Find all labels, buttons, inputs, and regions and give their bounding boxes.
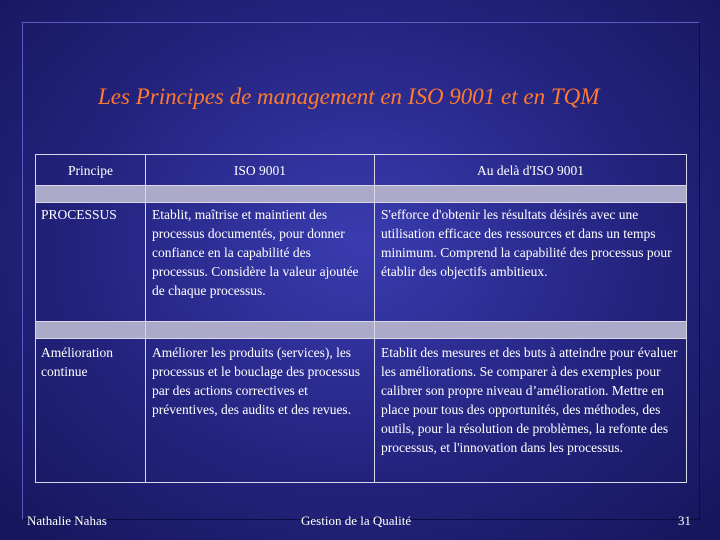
- separator-cell: [146, 322, 375, 339]
- cell-iso: Etablit, maîtrise et maintient des processus documentés, pour donner confiance en la capabilité des processus. Considère la valeur ajoutée de chaque processus.: [146, 203, 375, 322]
- cell-iso: Améliorer les produits (services), les processus et le bouclage des processus par des actions correctives et préventives, des audits et des revues.: [146, 339, 375, 483]
- table-row: [36, 339, 687, 483]
- separator-cell: [36, 322, 146, 339]
- separator-cell: [146, 186, 375, 203]
- slide-title: Les Principes de management en ISO 9001 et en TQM: [98, 84, 600, 109]
- cell-principe: PROCESSUS: [36, 203, 146, 322]
- cell-beyond: Etablit des mesures et des buts à atteindre pour évaluer les améliorations. Se comparer à des exemples pour calibrer son propre niveau d’amélioration. Mettre en place pour tous des opportunités, des méthodes, des outils, pour la résolution de problèmes, la refonte des processus, et l'innovation dans les processus.: [375, 339, 687, 483]
- separator-cell: [36, 186, 146, 203]
- footer-course-title: Gestion de la Qualité: [301, 513, 412, 528]
- separator-cell: [375, 186, 687, 203]
- table-row: [36, 203, 687, 322]
- cell-principe: Amélioration continue: [36, 339, 146, 483]
- cell-beyond: S'efforce d'obtenir les résultats désirés avec une utilisation efficace des ressources et dans un temps minimum. Comprend la capabilité des processus pour établir des objectifs ambitieux.: [375, 203, 687, 322]
- header-beyond-iso: Au delà d'ISO 9001: [375, 155, 687, 186]
- footer-author: Nathalie Nahas: [27, 513, 107, 528]
- header-iso-9001: ISO 9001: [146, 155, 375, 186]
- principles-table: [35, 154, 687, 483]
- header-principe: Principe: [36, 155, 146, 186]
- separator-row: [36, 186, 687, 203]
- header-row: [36, 155, 687, 186]
- separator-cell: [375, 322, 687, 339]
- footer-page-number: 31: [678, 513, 691, 528]
- separator-row: [36, 322, 687, 339]
